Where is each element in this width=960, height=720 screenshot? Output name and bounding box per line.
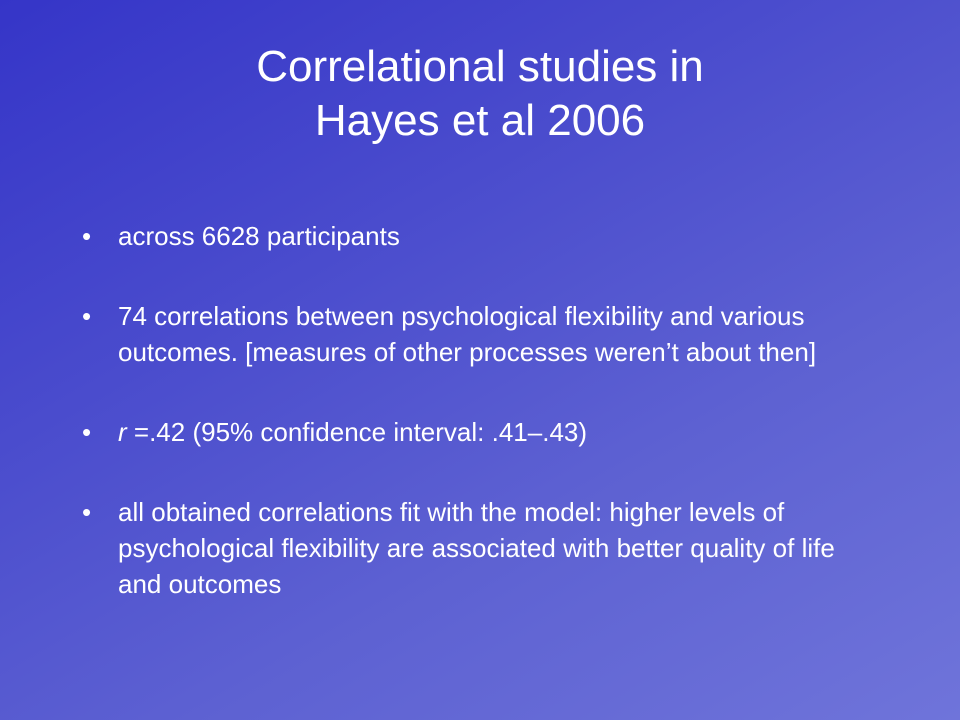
bullet-item-participants: [82, 218, 872, 254]
bullet-text: 74 correlations between psychological flexibility and various outcomes. [measures of other processes weren’t about then]: [118, 301, 817, 367]
bullet-text-effect-size: [118, 414, 872, 450]
slide-title-line-1: Correlational studies in: [256, 42, 704, 91]
slide-title: [80, 40, 880, 148]
bullet-text: across 6628 participants: [118, 221, 400, 251]
r-statistic-value: =.42 (95% confidence interval: .41–.43): [126, 417, 588, 447]
bullet-marker: •: [82, 221, 92, 251]
bullet-item-effect-size: [82, 414, 872, 450]
slide-title-line-2: Hayes et al 2006: [314, 96, 646, 145]
bullet-marker: •: [82, 417, 92, 447]
bullet-text: all obtained correlations fit with the model: higher levels of psychological flexibility are associated with better quality of life and outcomes: [118, 497, 835, 599]
r-statistic-symbol: r: [118, 417, 127, 447]
bullet-marker: •: [82, 497, 92, 527]
bullet-list: [82, 218, 872, 646]
bullet-item-correlations: [82, 298, 872, 370]
bullet-item-model-fit: [82, 494, 872, 602]
bullet-marker: •: [82, 301, 92, 331]
